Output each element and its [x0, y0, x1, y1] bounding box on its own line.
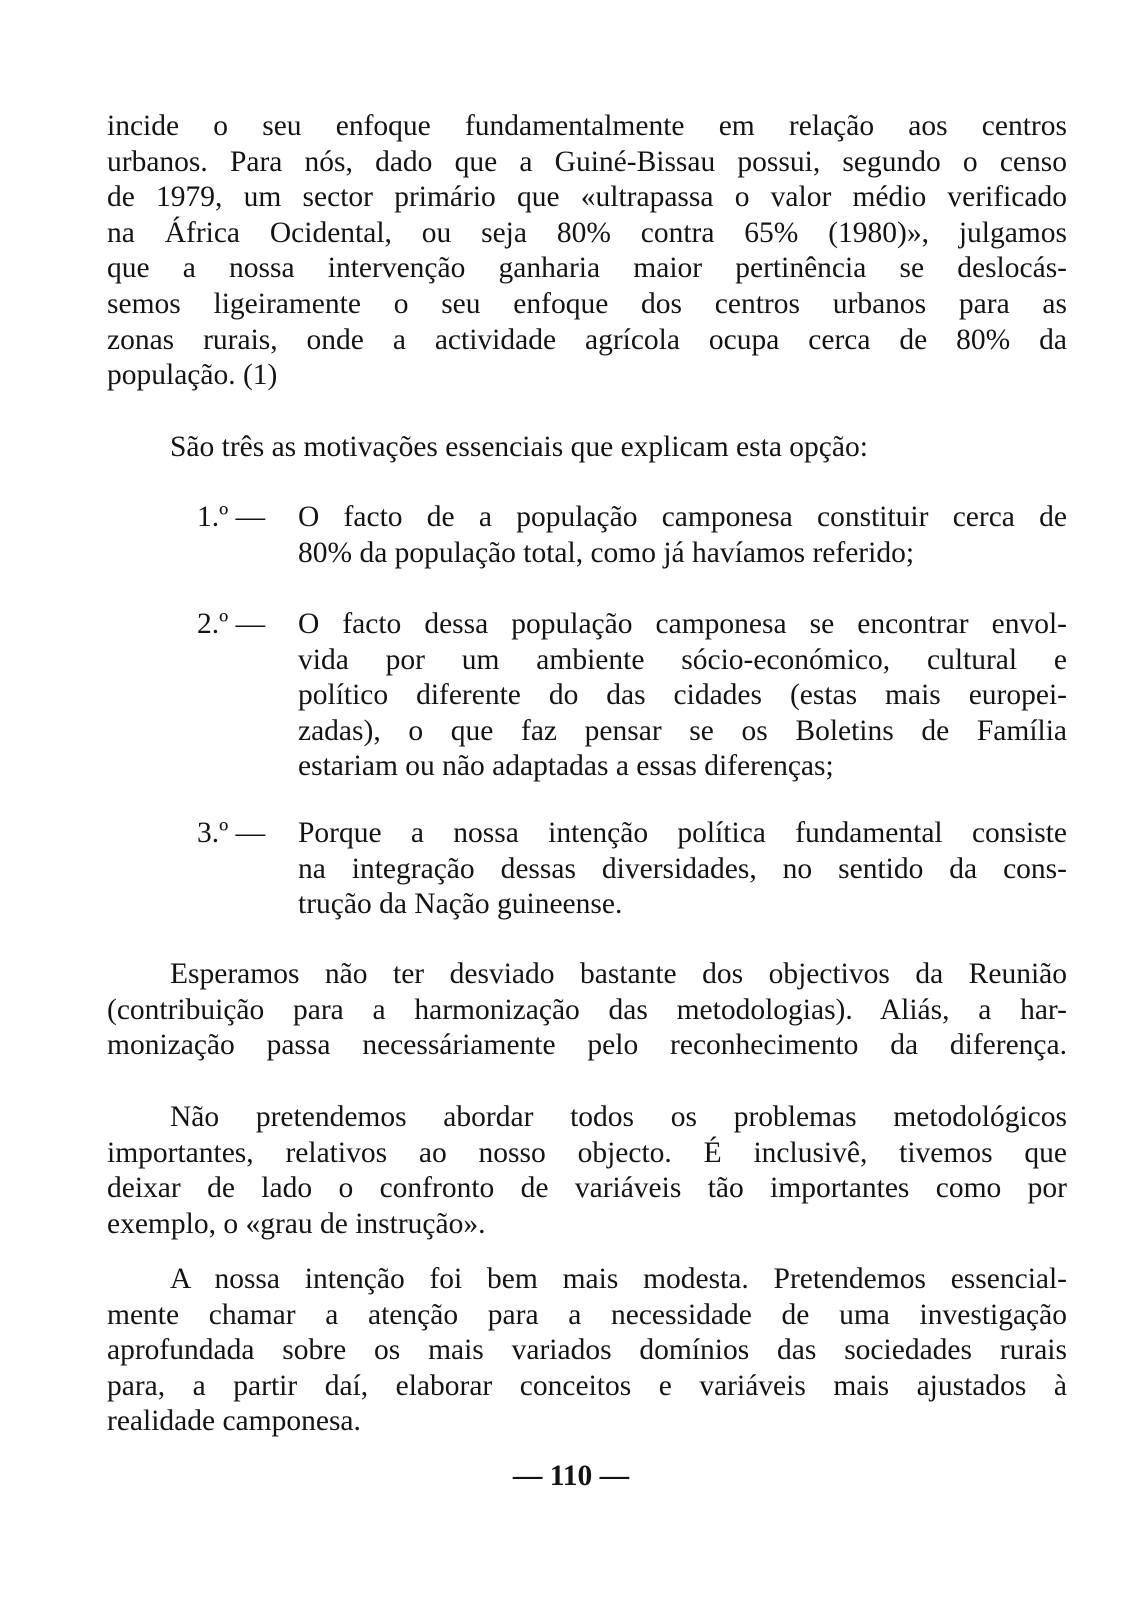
text-line: aprofundada sobre os mais variados domínios das sociedades rurais	[107, 1334, 1067, 1367]
text-line: (contribuição para a harmonização das metodologias). Aliás, a har-	[107, 993, 1067, 1026]
text-line: político diferente do das cidades (estas mais europei-	[298, 679, 1067, 712]
list-number: 1.º —	[197, 501, 266, 533]
list-number: 2.º —	[197, 608, 266, 640]
text-line: 80% da população total, como já havíamos referido;	[298, 536, 915, 569]
text-line: que a nossa intervenção ganharia maior pertinência se deslocás-	[107, 252, 1067, 285]
text-line: de 1979, um sector primário que «ultrapassa o valor médio verificado	[107, 181, 1067, 214]
text-line: A nossa intenção foi bem mais modesta. Pretendemos essencial-	[170, 1263, 1067, 1295]
text-line: Porque a nossa intenção política fundamental consiste	[298, 817, 1067, 849]
paragraph-intention	[107, 1262, 1067, 1440]
text-line: realidade camponesa.	[107, 1405, 361, 1438]
paragraph-objectives	[107, 957, 1067, 1064]
text-line: mente chamar a atenção para a necessidade de uma investigação	[107, 1298, 1067, 1331]
text-line: zadas), o que faz pensar se os Boletins de Família	[298, 714, 1067, 747]
text-line: para, a partir daí, elaborar conceitos e variáveis mais ajustados à	[107, 1369, 1067, 1402]
text-line: exemplo, o «grau de instrução».	[107, 1207, 486, 1240]
text-line: urbanos. Para nós, dado que a Guiné-Bissau possui, segundo o censo	[107, 145, 1067, 178]
text-line: importantes, relativos ao nosso objecto. É inclusivê, tivemos que	[107, 1136, 1067, 1169]
text-line: incide o seu enfoque fundamentalmente em relação aos centros	[107, 110, 1067, 142]
text-line: São três as motivações essenciais que explicam esta opção:	[170, 431, 868, 463]
paragraph-motivations-intro	[107, 430, 1067, 466]
text-line: zonas rurais, onde a actividade agrícola ocupa cerca de 80% da	[107, 323, 1067, 356]
paragraph-intro	[107, 109, 1067, 394]
paragraph-methodology	[107, 1100, 1067, 1242]
text-line: na integração dessas diversidades, no sentido da cons-	[298, 852, 1067, 885]
text-line: deixar de lado o confronto de variáveis tão importantes como por	[107, 1172, 1067, 1205]
text-line: monização passa necessáriamente pelo reconhecimento da diferença.	[107, 1029, 1067, 1062]
list-number: 3.º —	[197, 817, 266, 849]
text-line: O facto dessa população camponesa se encontrar envol-	[298, 608, 1067, 640]
text-line: vida por um ambiente sócio-económico, cultural e	[298, 643, 1067, 676]
text-line: Esperamos não ter desviado bastante dos objectivos da Reunião	[170, 958, 1067, 990]
text-line: na África Ocidental, ou seja 80% contra 65% (1980)», julgamos	[107, 216, 1067, 249]
text-line: O facto de a população camponesa constituir cerca de	[298, 501, 1067, 533]
text-line: Não pretendemos abordar todos os problemas metodológicos	[170, 1101, 1067, 1133]
text-line: semos ligeiramente o seu enfoque dos centros urbanos para as	[107, 287, 1067, 320]
text-line: população. (1)	[107, 359, 278, 392]
text-line: trução da Nação guineense.	[298, 888, 623, 921]
text-line: estariam ou não adaptadas a essas diferenças;	[298, 750, 834, 783]
page-number: — 110 —	[512, 1460, 630, 1492]
